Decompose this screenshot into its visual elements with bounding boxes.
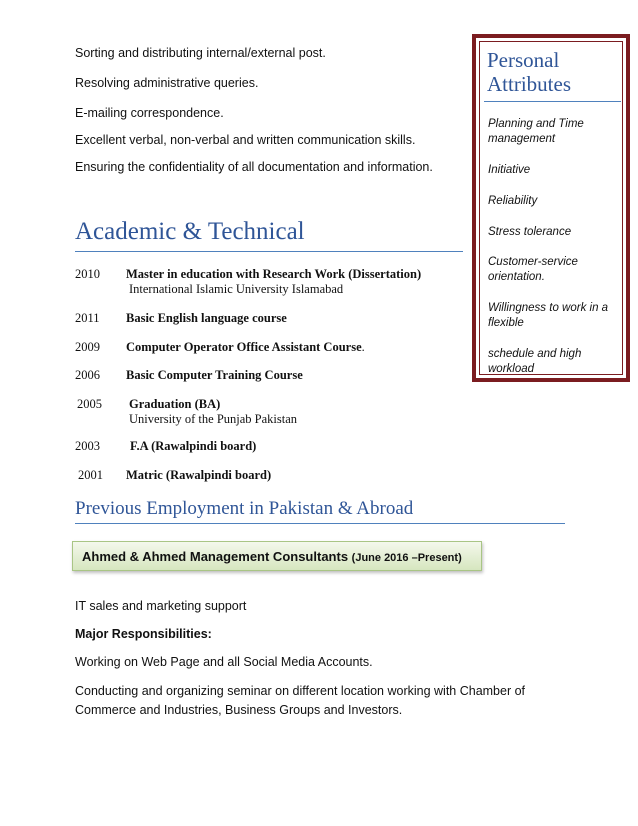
employment-dates: (June 2016 –Present) <box>351 552 462 564</box>
attribute-item: schedule and high workload <box>488 348 582 375</box>
responsibility-item: Conducting and organizing seminar on different location working with Chamber of Commerce and Industries, Business Groups and Investors. <box>75 684 526 717</box>
education-year: 2001 <box>78 468 103 482</box>
duty-item: Resolving administrative queries. <box>75 76 259 90</box>
duty-item: Sorting and distributing internal/external post. <box>75 46 326 60</box>
education-title: F.A (Rawalpindi board) <box>130 439 257 453</box>
attribute-item: Reliability <box>488 195 538 207</box>
duty-item: E-mailing correspondence. <box>75 106 224 120</box>
responsibility-item: Working on Web Page and all Social Media Accounts. <box>75 655 373 669</box>
company-name: Ahmed & Ahmed Management Consultants <box>82 549 349 564</box>
education-title <box>126 340 365 355</box>
job-role: IT sales and marketing support <box>75 599 247 613</box>
education-year: 2005 <box>77 397 102 411</box>
attributes-title: Personal Attributes <box>487 48 571 96</box>
education-institution: University of the Punjab Pakistan <box>129 412 298 426</box>
education-institution: International Islamic University Islamabad <box>129 282 344 296</box>
duty-item: Excellent verbal, non-verbal and written communication skills. <box>75 133 416 147</box>
responsibilities-label: Major Responsibilities: <box>75 627 212 641</box>
employer-box <box>72 541 482 571</box>
education-title: Basic English language course <box>126 311 287 325</box>
attribute-item: Willingness to work in a flexible <box>488 302 609 329</box>
employment-heading: Previous Employment in Pakistan & Abroad <box>75 498 414 519</box>
education-title: Master in education with Research Work (Dissertation) <box>126 267 422 281</box>
education-title-text: Computer Operator Office Assistant Course <box>126 340 362 354</box>
employment-rule <box>75 523 565 524</box>
education-year: 2006 <box>75 368 100 382</box>
attribute-item: Initiative <box>488 164 531 176</box>
employer-name <box>82 549 462 564</box>
education-title: Graduation (BA) <box>129 397 221 411</box>
academic-heading: Academic & Technical <box>75 218 305 245</box>
attribute-item: Planning and Time management <box>488 118 584 145</box>
education-year: 2011 <box>75 311 100 325</box>
education-title-suffix: . <box>361 340 365 354</box>
education-title: Basic Computer Training Course <box>126 368 303 382</box>
education-year: 2010 <box>75 267 100 281</box>
academic-rule <box>75 251 463 252</box>
attribute-item: Customer-service orientation. <box>488 256 578 283</box>
education-year: 2003 <box>75 439 100 453</box>
attributes-rule <box>484 101 621 102</box>
attribute-item: Stress tolerance <box>488 226 572 238</box>
duty-item: Ensuring the confidentiality of all documentation and information. <box>75 160 433 174</box>
education-title: Matric (Rawalpindi board) <box>126 468 272 482</box>
education-year: 2009 <box>75 340 100 354</box>
